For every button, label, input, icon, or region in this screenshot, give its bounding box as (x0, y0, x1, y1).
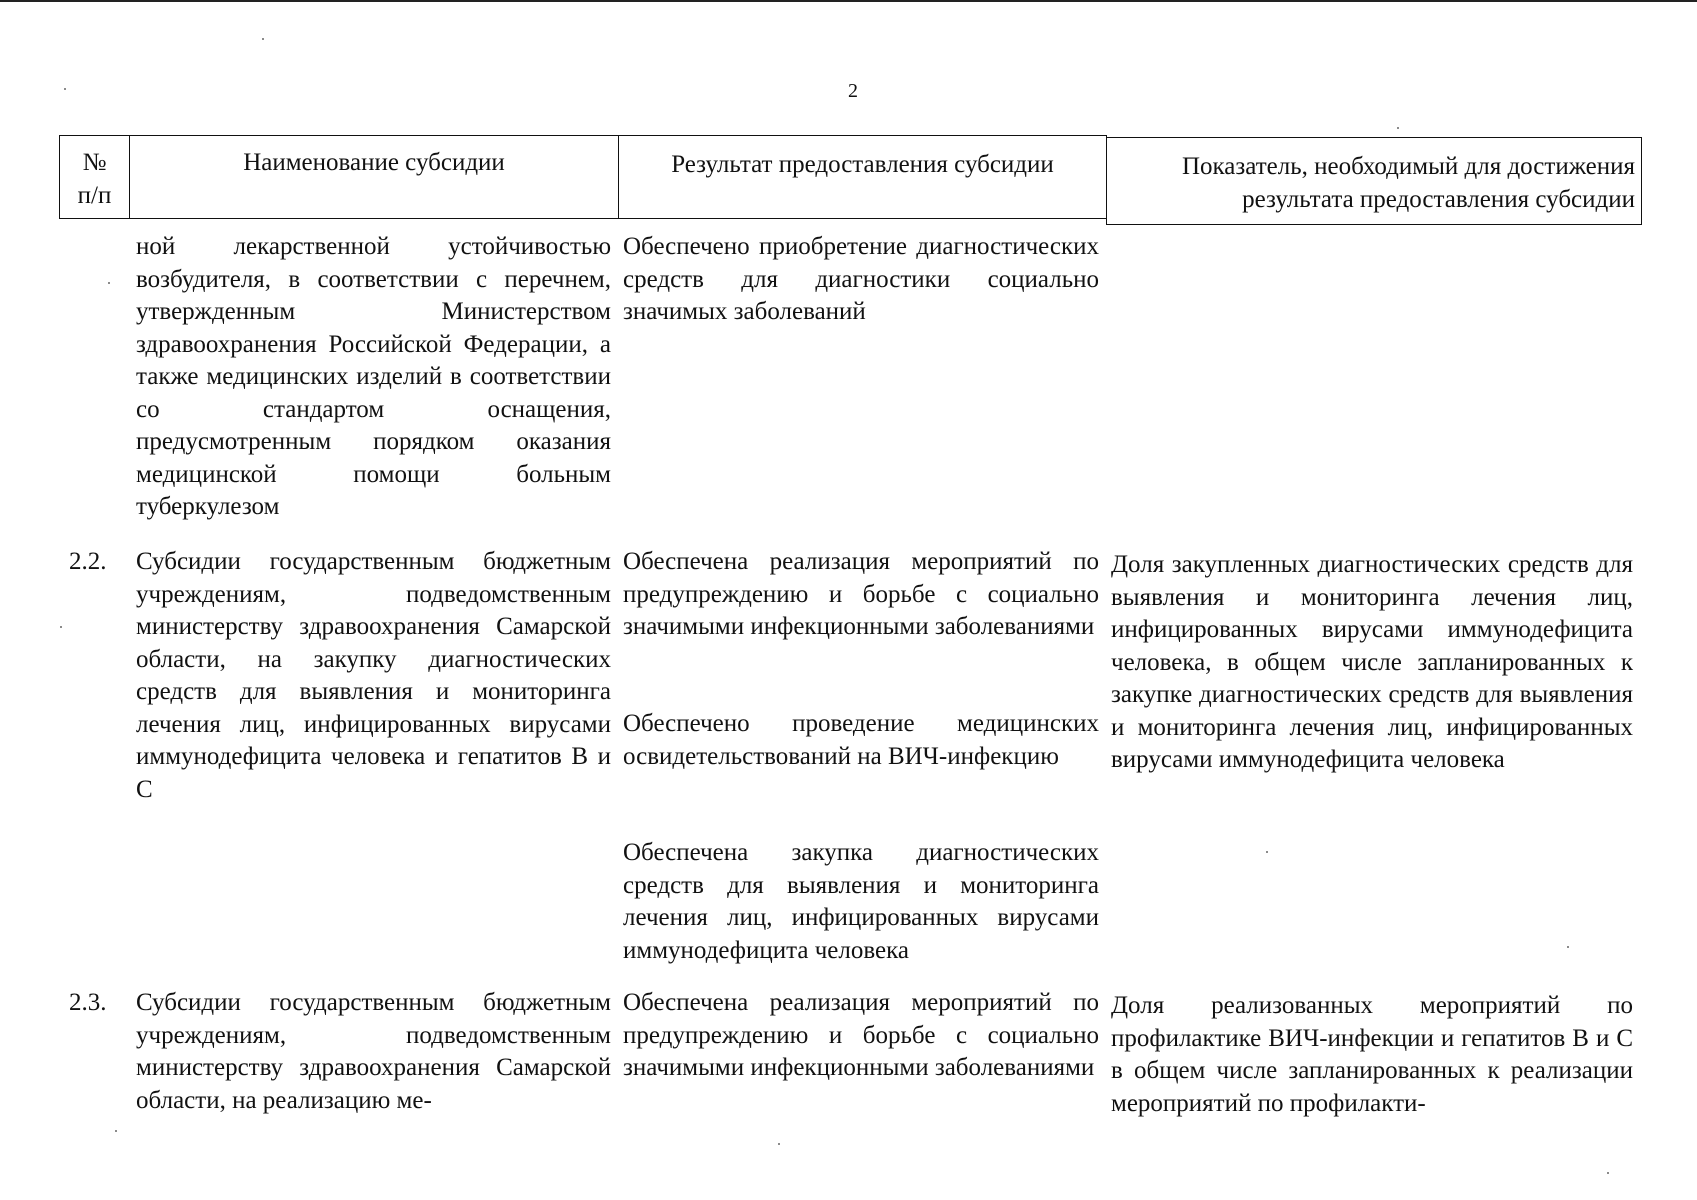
header-result: Результат предоставления субсидии (618, 135, 1107, 219)
header-indicator: Показатель, необходимый для достижения результата предоставления субсидии (1106, 137, 1642, 225)
row-2-2-result-3: Обеспечена закупка диагностических средств для выявления и мониторинга лечения лиц, инфицированных вирусами иммунодефицита человека (623, 839, 1099, 964)
page-number: 2 (848, 80, 858, 102)
scan-speck (1567, 946, 1569, 948)
scan-speck (262, 38, 264, 40)
scan-speck (60, 626, 62, 628)
row-2-3-indicator: Доля реализованных мероприятий по профилактике ВИЧ-инфекции и гепатитов B и C в общем числе запланированных к реализации мероприятий по профилакти- (1111, 992, 1633, 1117)
scan-speck (778, 1143, 780, 1145)
header-num: № п/п (59, 135, 130, 219)
row-1-name: ной лекарственной устойчивостью возбудителя, в соответствии с перечнем, утвержденным Министерством здравоохранения Российской Федерации, а также медицинских изделий в соответствии со стандартом оснащения, предусмотренным порядком оказания медицинской помощи больным туберкулезом (136, 233, 611, 520)
scan-speck (1397, 127, 1399, 129)
row-2-2-num: 2.2. (69, 548, 107, 575)
row-2-2-indicator: Доля закупленных диагностических средств для выявления и мониторинга лечения лиц, инфицированных вирусами иммунодефицита человека, в общем числе запланированных к закупке диагностических средств для выявления и мониторинга лечения лиц, инфицированных вирусами иммунодефицита человека (1111, 551, 1633, 773)
row-1-result-1: Обеспечено приобретение диагностических средств для диагностики социально значимых заболеваний (623, 233, 1099, 325)
header-subsidy-name: Наименование субсидии (129, 135, 619, 219)
scan-speck (64, 88, 66, 90)
scan-speck (108, 282, 110, 284)
scan-speck (1266, 851, 1268, 853)
row-2-2-name: Субсидии государственным бюджетным учреждениям, подведомственным министерству здравоохранения Самарской области, на закупку диагностических средств для выявления и мониторинга лечения лиц, инфицированных вирусами иммунодефицита человека и гепатитов B и C (136, 548, 611, 803)
row-2-3-result-1: Обеспечена реализация мероприятий по предупреждению и борьбе с социально значимыми инфекционными заболеваниями (623, 989, 1099, 1081)
scan-speck (1607, 1172, 1609, 1174)
row-2-3-name: Субсидии государственным бюджетным учреждениям, подведомственным министерству здравоохранения Самарской области, на реализацию ме- (136, 989, 611, 1114)
scan-speck (115, 1130, 117, 1132)
row-2-2-result-2: Обеспечено проведение медицинских освидетельствований на ВИЧ-инфекцию (623, 710, 1099, 770)
row-2-3-num: 2.3. (69, 989, 107, 1016)
page-top-border (0, 0, 1697, 2)
row-2-2-result-1: Обеспечена реализация мероприятий по предупреждению и борьбе с социально значимыми инфекционными заболеваниями (623, 548, 1099, 640)
